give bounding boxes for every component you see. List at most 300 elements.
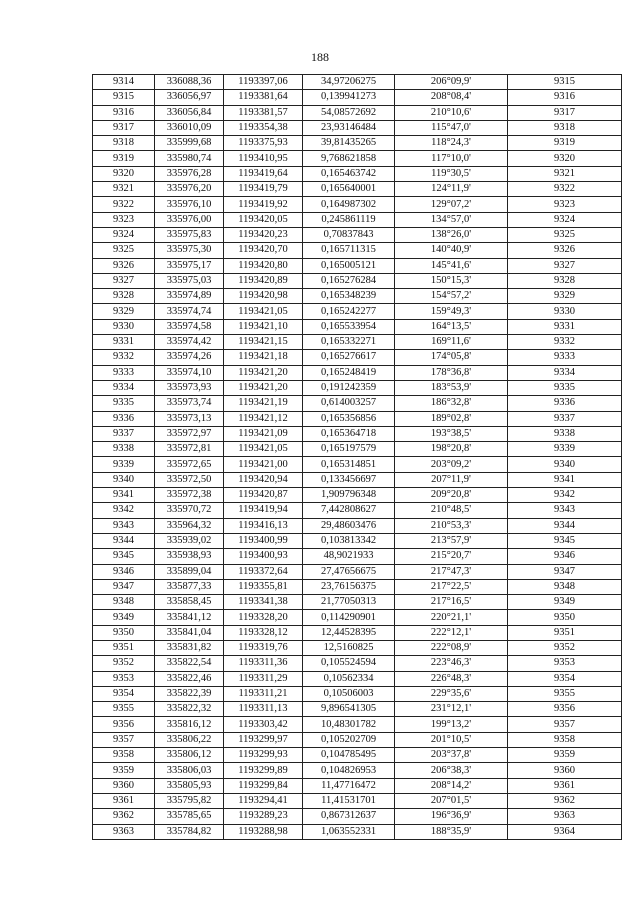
cell-point-number: 9345	[93, 549, 155, 564]
cell-next-point-number: 9351	[508, 625, 622, 640]
cell-direction-angle: 201°10,5'	[395, 732, 508, 747]
cell-x-coordinate: 335974,42	[155, 335, 224, 350]
cell-next-point-number: 9349	[508, 595, 622, 610]
cell-distance: 0,10506003	[303, 686, 395, 701]
cell-y-coordinate: 1193355,81	[224, 579, 303, 594]
cell-x-coordinate: 335972,81	[155, 442, 224, 457]
cell-distance: 0,139941273	[303, 90, 395, 105]
cell-x-coordinate: 335976,10	[155, 197, 224, 212]
cell-y-coordinate: 1193299,89	[224, 763, 303, 778]
cell-x-coordinate: 335972,65	[155, 457, 224, 472]
cell-distance: 0,164987302	[303, 197, 395, 212]
cell-y-coordinate: 1193328,20	[224, 610, 303, 625]
cell-x-coordinate: 335784,82	[155, 824, 224, 839]
cell-point-number: 9326	[93, 258, 155, 273]
cell-y-coordinate: 1193299,97	[224, 732, 303, 747]
cell-distance: 7,442808627	[303, 503, 395, 518]
cell-next-point-number: 9345	[508, 533, 622, 548]
cell-y-coordinate: 1193299,84	[224, 778, 303, 793]
cell-point-number: 9339	[93, 457, 155, 472]
cell-x-coordinate: 335785,65	[155, 809, 224, 824]
cell-point-number: 9331	[93, 335, 155, 350]
table-row	[93, 824, 622, 839]
cell-next-point-number: 9346	[508, 549, 622, 564]
cell-x-coordinate: 335831,82	[155, 640, 224, 655]
cell-y-coordinate: 1193419,79	[224, 182, 303, 197]
cell-direction-angle: 134°57,0'	[395, 212, 508, 227]
cell-next-point-number: 9319	[508, 136, 622, 151]
cell-direction-angle: 164°13,5'	[395, 319, 508, 334]
cell-x-coordinate: 336088,36	[155, 75, 224, 90]
cell-next-point-number: 9352	[508, 640, 622, 655]
cell-next-point-number: 9350	[508, 610, 622, 625]
cell-distance: 54,08572692	[303, 105, 395, 120]
cell-y-coordinate: 1193420,05	[224, 212, 303, 227]
cell-y-coordinate: 1193372,64	[224, 564, 303, 579]
cell-point-number: 9329	[93, 304, 155, 319]
cell-next-point-number: 9328	[508, 273, 622, 288]
cell-y-coordinate: 1193319,76	[224, 640, 303, 655]
cell-point-number: 9353	[93, 671, 155, 686]
cell-distance: 0,165463742	[303, 166, 395, 181]
cell-next-point-number: 9358	[508, 732, 622, 747]
cell-distance: 0,165533954	[303, 319, 395, 334]
cell-x-coordinate: 335974,26	[155, 350, 224, 365]
table-row	[93, 426, 622, 441]
cell-next-point-number: 9330	[508, 304, 622, 319]
cell-direction-angle: 217°16,5'	[395, 595, 508, 610]
cell-direction-angle: 129°07,2'	[395, 197, 508, 212]
cell-x-coordinate: 335822,32	[155, 702, 224, 717]
cell-x-coordinate: 335964,32	[155, 518, 224, 533]
cell-distance: 0,191242359	[303, 380, 395, 395]
cell-distance: 0,165332271	[303, 335, 395, 350]
cell-point-number: 9319	[93, 151, 155, 166]
table-row	[93, 350, 622, 365]
cell-next-point-number: 9332	[508, 335, 622, 350]
table-row	[93, 197, 622, 212]
cell-x-coordinate: 335805,93	[155, 778, 224, 793]
cell-point-number: 9351	[93, 640, 155, 655]
cell-x-coordinate: 335822,54	[155, 656, 224, 671]
cell-distance: 0,10562334	[303, 671, 395, 686]
cell-distance: 0,165248419	[303, 365, 395, 380]
cell-distance: 0,165356856	[303, 411, 395, 426]
cell-distance: 27,47656675	[303, 564, 395, 579]
cell-point-number: 9337	[93, 426, 155, 441]
cell-direction-angle: 206°38,3'	[395, 763, 508, 778]
cell-direction-angle: 207°01,5'	[395, 793, 508, 808]
cell-distance: 0,133456697	[303, 472, 395, 487]
cell-distance: 0,103813342	[303, 533, 395, 548]
table-row	[93, 625, 622, 640]
cell-next-point-number: 9362	[508, 793, 622, 808]
cell-distance: 0,165711315	[303, 243, 395, 258]
cell-y-coordinate: 1193420,70	[224, 243, 303, 258]
cell-distance: 11,41531701	[303, 793, 395, 808]
cell-point-number: 9325	[93, 243, 155, 258]
cell-y-coordinate: 1193311,29	[224, 671, 303, 686]
cell-point-number: 9322	[93, 197, 155, 212]
cell-point-number: 9346	[93, 564, 155, 579]
cell-x-coordinate: 335974,10	[155, 365, 224, 380]
cell-direction-angle: 198°20,8'	[395, 442, 508, 457]
cell-direction-angle: 220°21,1'	[395, 610, 508, 625]
cell-point-number: 9354	[93, 686, 155, 701]
cell-point-number: 9330	[93, 319, 155, 334]
table-row	[93, 335, 622, 350]
table-row	[93, 273, 622, 288]
cell-point-number: 9316	[93, 105, 155, 120]
cell-point-number: 9340	[93, 472, 155, 487]
cell-point-number: 9315	[93, 90, 155, 105]
cell-direction-angle: 124°11,9'	[395, 182, 508, 197]
cell-y-coordinate: 1193410,95	[224, 151, 303, 166]
cell-y-coordinate: 1193420,80	[224, 258, 303, 273]
cell-direction-angle: 140°40,9'	[395, 243, 508, 258]
cell-distance: 34,97206275	[303, 75, 395, 90]
table-row	[93, 778, 622, 793]
cell-direction-angle: 231°12,1'	[395, 702, 508, 717]
cell-next-point-number: 9355	[508, 686, 622, 701]
cell-next-point-number: 9335	[508, 380, 622, 395]
table-row	[93, 136, 622, 151]
cell-next-point-number: 9347	[508, 564, 622, 579]
cell-x-coordinate: 335975,03	[155, 273, 224, 288]
table-row	[93, 411, 622, 426]
cell-x-coordinate: 335899,04	[155, 564, 224, 579]
cell-next-point-number: 9322	[508, 182, 622, 197]
cell-y-coordinate: 1193400,99	[224, 533, 303, 548]
cell-x-coordinate: 335973,93	[155, 380, 224, 395]
table-row	[93, 793, 622, 808]
table-row	[93, 748, 622, 763]
table-row	[93, 380, 622, 395]
cell-y-coordinate: 1193421,20	[224, 380, 303, 395]
table-row	[93, 518, 622, 533]
table-row	[93, 717, 622, 732]
cell-x-coordinate: 335974,58	[155, 319, 224, 334]
cell-direction-angle: 203°37,8'	[395, 748, 508, 763]
cell-x-coordinate: 335972,50	[155, 472, 224, 487]
cell-point-number: 9342	[93, 503, 155, 518]
cell-next-point-number: 9342	[508, 488, 622, 503]
table-row	[93, 182, 622, 197]
table-row	[93, 151, 622, 166]
cell-direction-angle: 222°12,1'	[395, 625, 508, 640]
cell-next-point-number: 9361	[508, 778, 622, 793]
cell-next-point-number: 9348	[508, 579, 622, 594]
table-row	[93, 686, 622, 701]
cell-x-coordinate: 335970,72	[155, 503, 224, 518]
cell-y-coordinate: 1193416,13	[224, 518, 303, 533]
cell-y-coordinate: 1193311,36	[224, 656, 303, 671]
cell-point-number: 9355	[93, 702, 155, 717]
table-row	[93, 472, 622, 487]
cell-x-coordinate: 336056,84	[155, 105, 224, 120]
cell-distance: 0,105202709	[303, 732, 395, 747]
cell-point-number: 9327	[93, 273, 155, 288]
cell-direction-angle: 226°48,3'	[395, 671, 508, 686]
cell-point-number: 9360	[93, 778, 155, 793]
cell-next-point-number: 9363	[508, 809, 622, 824]
cell-point-number: 9318	[93, 136, 155, 151]
cell-next-point-number: 9337	[508, 411, 622, 426]
cell-x-coordinate: 335976,20	[155, 182, 224, 197]
cell-point-number: 9348	[93, 595, 155, 610]
cell-y-coordinate: 1193420,89	[224, 273, 303, 288]
cell-next-point-number: 9329	[508, 289, 622, 304]
cell-y-coordinate: 1193420,23	[224, 227, 303, 242]
cell-direction-angle: 217°22,5'	[395, 579, 508, 594]
cell-x-coordinate: 335841,04	[155, 625, 224, 640]
cell-next-point-number: 9321	[508, 166, 622, 181]
cell-y-coordinate: 1193421,15	[224, 335, 303, 350]
cell-y-coordinate: 1193354,38	[224, 120, 303, 135]
cell-direction-angle: 217°47,3'	[395, 564, 508, 579]
cell-direction-angle: 150°15,3'	[395, 273, 508, 288]
table-row	[93, 105, 622, 120]
cell-next-point-number: 9341	[508, 472, 622, 487]
cell-point-number: 9361	[93, 793, 155, 808]
cell-x-coordinate: 335806,12	[155, 748, 224, 763]
cell-next-point-number: 9315	[508, 75, 622, 90]
cell-next-point-number: 9356	[508, 702, 622, 717]
cell-direction-angle: 117°10,0'	[395, 151, 508, 166]
cell-next-point-number: 9359	[508, 748, 622, 763]
cell-direction-angle: 138°26,0'	[395, 227, 508, 242]
table-row	[93, 549, 622, 564]
cell-x-coordinate: 335939,02	[155, 533, 224, 548]
cell-distance: 23,93146484	[303, 120, 395, 135]
cell-point-number: 9359	[93, 763, 155, 778]
table-row	[93, 579, 622, 594]
cell-y-coordinate: 1193381,64	[224, 90, 303, 105]
cell-x-coordinate: 335822,39	[155, 686, 224, 701]
cell-x-coordinate: 335980,74	[155, 151, 224, 166]
table-row	[93, 212, 622, 227]
cell-next-point-number: 9354	[508, 671, 622, 686]
cell-point-number: 9336	[93, 411, 155, 426]
cell-direction-angle: 159°49,3'	[395, 304, 508, 319]
cell-direction-angle: 210°53,3'	[395, 518, 508, 533]
table-row	[93, 732, 622, 747]
cell-point-number: 9333	[93, 365, 155, 380]
cell-direction-angle: 145°41,6'	[395, 258, 508, 273]
cell-distance: 23,76156375	[303, 579, 395, 594]
cell-point-number: 9334	[93, 380, 155, 395]
cell-distance: 0,165197579	[303, 442, 395, 457]
cell-y-coordinate: 1193420,94	[224, 472, 303, 487]
cell-direction-angle: 207°11,9'	[395, 472, 508, 487]
cell-next-point-number: 9326	[508, 243, 622, 258]
cell-next-point-number: 9340	[508, 457, 622, 472]
cell-x-coordinate: 335999,68	[155, 136, 224, 151]
cell-y-coordinate: 1193419,92	[224, 197, 303, 212]
cell-distance: 1,909796348	[303, 488, 395, 503]
cell-next-point-number: 9353	[508, 656, 622, 671]
cell-x-coordinate: 335973,13	[155, 411, 224, 426]
cell-next-point-number: 9318	[508, 120, 622, 135]
cell-next-point-number: 9338	[508, 426, 622, 441]
cell-x-coordinate: 335858,45	[155, 595, 224, 610]
cell-next-point-number: 9343	[508, 503, 622, 518]
cell-distance: 0,165276617	[303, 350, 395, 365]
cell-distance: 0,867312637	[303, 809, 395, 824]
page-number: 188	[311, 50, 329, 64]
cell-direction-angle: 208°08,4'	[395, 90, 508, 105]
cell-distance: 0,165242277	[303, 304, 395, 319]
cell-y-coordinate: 1193341,38	[224, 595, 303, 610]
cell-x-coordinate: 335974,89	[155, 289, 224, 304]
cell-next-point-number: 9357	[508, 717, 622, 732]
cell-direction-angle: 189°02,8'	[395, 411, 508, 426]
cell-direction-angle: 193°38,5'	[395, 426, 508, 441]
table-row	[93, 365, 622, 380]
cell-y-coordinate: 1193400,93	[224, 549, 303, 564]
table-row	[93, 227, 622, 242]
cell-y-coordinate: 1193375,93	[224, 136, 303, 151]
cell-next-point-number: 9344	[508, 518, 622, 533]
cell-x-coordinate: 336010,09	[155, 120, 224, 135]
cell-y-coordinate: 1193421,10	[224, 319, 303, 334]
cell-distance: 0,105524594	[303, 656, 395, 671]
cell-direction-angle: 169°11,6'	[395, 335, 508, 350]
cell-x-coordinate: 336056,97	[155, 90, 224, 105]
cell-y-coordinate: 1193421,18	[224, 350, 303, 365]
table-row	[93, 610, 622, 625]
cell-point-number: 9317	[93, 120, 155, 135]
table-row	[93, 564, 622, 579]
cell-distance: 0,165364718	[303, 426, 395, 441]
table-row	[93, 319, 622, 334]
table-body	[93, 75, 622, 840]
cell-direction-angle: 210°48,5'	[395, 503, 508, 518]
cell-direction-angle: 196°36,9'	[395, 809, 508, 824]
cell-direction-angle: 199°13,2'	[395, 717, 508, 732]
cell-point-number: 9363	[93, 824, 155, 839]
cell-distance: 9,768621858	[303, 151, 395, 166]
table-row	[93, 640, 622, 655]
cell-direction-angle: 209°20,8'	[395, 488, 508, 503]
cell-next-point-number: 9339	[508, 442, 622, 457]
cell-next-point-number: 9323	[508, 197, 622, 212]
cell-direction-angle: 215°20,7'	[395, 549, 508, 564]
cell-y-coordinate: 1193311,21	[224, 686, 303, 701]
cell-point-number: 9343	[93, 518, 155, 533]
cell-direction-angle: 174°05,8'	[395, 350, 508, 365]
cell-direction-angle: 119°30,5'	[395, 166, 508, 181]
cell-y-coordinate: 1193288,98	[224, 824, 303, 839]
cell-next-point-number: 9331	[508, 319, 622, 334]
cell-y-coordinate: 1193397,06	[224, 75, 303, 90]
cell-direction-angle: 154°57,2'	[395, 289, 508, 304]
cell-x-coordinate: 335795,82	[155, 793, 224, 808]
table-row	[93, 442, 622, 457]
cell-next-point-number: 9317	[508, 105, 622, 120]
cell-distance: 9,896541305	[303, 702, 395, 717]
cell-next-point-number: 9325	[508, 227, 622, 242]
cell-y-coordinate: 1193421,05	[224, 442, 303, 457]
cell-point-number: 9344	[93, 533, 155, 548]
cell-next-point-number: 9320	[508, 151, 622, 166]
table-row	[93, 258, 622, 273]
table-row	[93, 166, 622, 181]
cell-point-number: 9352	[93, 656, 155, 671]
cell-distance: 0,114290901	[303, 610, 395, 625]
cell-direction-angle: 203°09,2'	[395, 457, 508, 472]
cell-point-number: 9324	[93, 227, 155, 242]
table-row	[93, 75, 622, 90]
coordinates-table	[92, 74, 622, 840]
table-row	[93, 763, 622, 778]
table-row	[93, 243, 622, 258]
cell-point-number: 9323	[93, 212, 155, 227]
cell-x-coordinate: 335976,28	[155, 166, 224, 181]
cell-y-coordinate: 1193421,09	[224, 426, 303, 441]
cell-direction-angle: 118°24,3'	[395, 136, 508, 151]
cell-direction-angle: 115°47,0'	[395, 120, 508, 135]
cell-y-coordinate: 1193289,23	[224, 809, 303, 824]
cell-y-coordinate: 1193419,94	[224, 503, 303, 518]
cell-point-number: 9350	[93, 625, 155, 640]
table-row	[93, 120, 622, 135]
cell-distance: 0,614003257	[303, 396, 395, 411]
cell-direction-angle: 222°08,9'	[395, 640, 508, 655]
table-row	[93, 289, 622, 304]
cell-y-coordinate: 1193420,98	[224, 289, 303, 304]
table-row	[93, 656, 622, 671]
cell-distance: 0,245861119	[303, 212, 395, 227]
cell-next-point-number: 9316	[508, 90, 622, 105]
cell-y-coordinate: 1193328,12	[224, 625, 303, 640]
cell-y-coordinate: 1193294,41	[224, 793, 303, 808]
cell-distance: 12,5160825	[303, 640, 395, 655]
table-row	[93, 503, 622, 518]
cell-x-coordinate: 335976,00	[155, 212, 224, 227]
cell-next-point-number: 9333	[508, 350, 622, 365]
cell-x-coordinate: 335806,22	[155, 732, 224, 747]
cell-x-coordinate: 335975,83	[155, 227, 224, 242]
cell-direction-angle: 213°57,9'	[395, 533, 508, 548]
cell-next-point-number: 9334	[508, 365, 622, 380]
cell-y-coordinate: 1193420,87	[224, 488, 303, 503]
cell-distance: 1,063552331	[303, 824, 395, 839]
cell-y-coordinate: 1193311,13	[224, 702, 303, 717]
cell-distance: 48,9021933	[303, 549, 395, 564]
cell-direction-angle: 206°09,9'	[395, 75, 508, 90]
cell-distance: 0,165276284	[303, 273, 395, 288]
cell-point-number: 9328	[93, 289, 155, 304]
cell-x-coordinate: 335822,46	[155, 671, 224, 686]
table-row	[93, 396, 622, 411]
cell-distance: 39,81435265	[303, 136, 395, 151]
cell-distance: 10,48301782	[303, 717, 395, 732]
cell-distance: 0,104785495	[303, 748, 395, 763]
cell-y-coordinate: 1193421,12	[224, 411, 303, 426]
table-row	[93, 595, 622, 610]
cell-x-coordinate: 335816,12	[155, 717, 224, 732]
cell-y-coordinate: 1193421,00	[224, 457, 303, 472]
cell-y-coordinate: 1193421,05	[224, 304, 303, 319]
cell-distance: 29,48603476	[303, 518, 395, 533]
cell-direction-angle: 223°46,3'	[395, 656, 508, 671]
cell-direction-angle: 178°36,8'	[395, 365, 508, 380]
cell-y-coordinate: 1193421,20	[224, 365, 303, 380]
cell-point-number: 9347	[93, 579, 155, 594]
cell-next-point-number: 9324	[508, 212, 622, 227]
cell-x-coordinate: 335877,33	[155, 579, 224, 594]
